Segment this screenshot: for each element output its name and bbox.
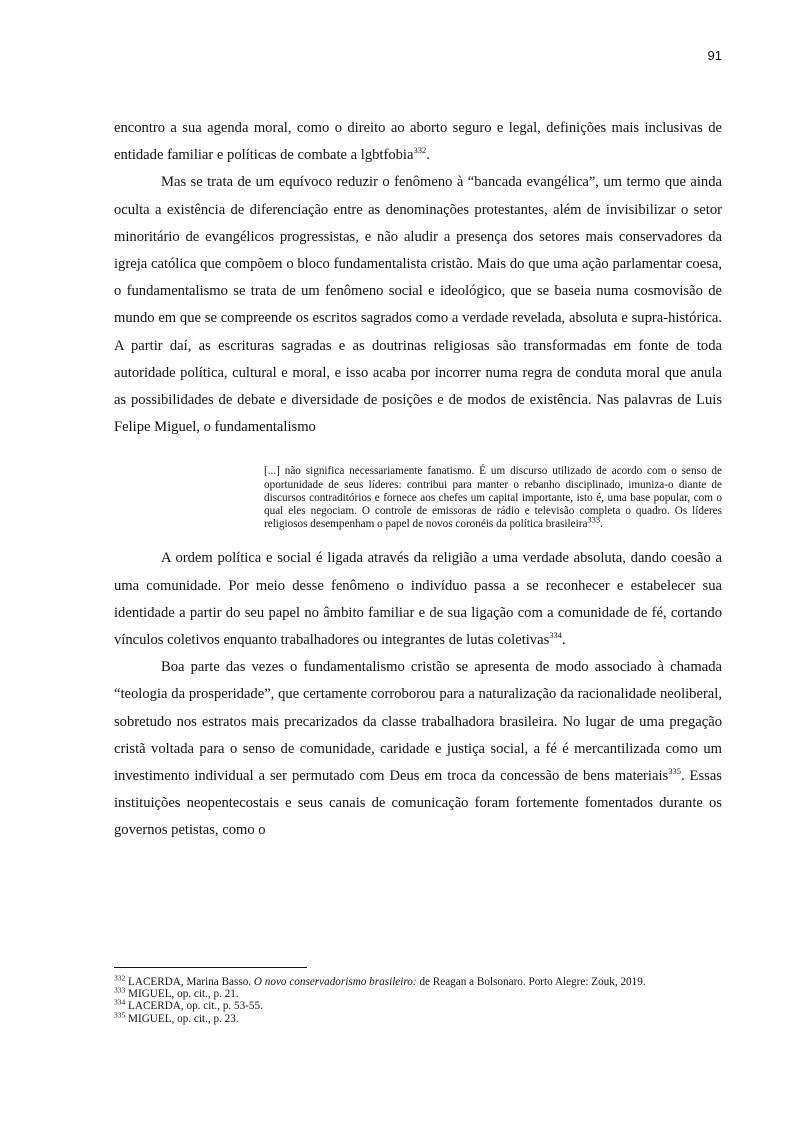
paragraph: [114, 169, 722, 441]
paragraph-text-tail: .: [562, 632, 566, 649]
paragraph-text: Boa parte das vezes o fundamentalismo cristão se apresenta de modo associado à chamada “teologia da prosperidade”, que certamente corroborou para a naturalização da racionalidade neoliberal, sobretudo nos estratos mais precarizados da classe trabalhadora brasileira. No lugar de uma pregação cristã voltada para o senso de comunidade, caridade e justiça social, a fé é mercantilizada como um investimento individual a ser permutado com Deus em troca da concessão de bens materiais: [114, 659, 722, 785]
footnote-text-tail: de Reagan a Bolsonaro. Porto Alegre: Zouk, 2019.: [416, 976, 646, 988]
paragraph: [114, 545, 722, 654]
footnote-number: 335: [114, 1009, 126, 1019]
paragraph: [114, 654, 722, 844]
footnote-number: 334: [114, 997, 126, 1007]
footnote-text: LACERDA, Marina Basso.: [128, 976, 254, 988]
footnote-text: LACERDA, op. cit., p. 53-55.: [128, 1000, 263, 1013]
footnote-ref: 335: [668, 766, 681, 777]
footnote: [114, 997, 722, 1013]
footnote-text: MIGUEL, op. cit., p. 23.: [128, 1012, 239, 1025]
footnote-number: 332: [114, 973, 126, 983]
body-text: [114, 115, 722, 845]
quote-text-tail: .: [600, 518, 603, 531]
paragraph-text: encontro a sua agenda moral, como o direito ao aborto seguro e legal, definições mais inclusivas de entidade familiar e políticas de combate a lgbtfobia: [114, 120, 722, 164]
footnote-title: O novo conservadorismo brasileiro:: [253, 976, 417, 988]
footnote: [114, 973, 722, 988]
paragraph-text: Mas se trata de um equívoco reduzir o fenômeno à “bancada evangélica”, um termo que ainda oculta a existência de diferenciação entre as denominações protestantes, além de invisibilizar o setor minoritário de evangélicos progressistas, e não aludir a presença dos setores mais conservadores da igreja católica que compõem o bloco fundamentalista cristão. Mais do que uma ação parlamentar coesa, o fundamentalismo se trata de um fenômeno social e ideológico, que se baseia numa cosmovisão de mundo em que se compreende os escritos sagrados como a verdade revelada, absoluta e supra-histórica. A partir daí, as escrituras sagradas e as doutrinas religiosas são transformadas em fonte de toda autoridade política, cultural e moral, e isso acaba por incorrer numa regra de conduta moral que anula as possibilidades de debate e diversidade de posições e de modos de existência. Nas palavras de Luis Felipe Miguel, o fundamentalismo: [114, 174, 722, 436]
footnote-ref: 332: [413, 145, 427, 156]
footnote-number: 333: [114, 985, 126, 995]
page-number: 91: [707, 48, 722, 63]
footnote-text: MIGUEL, op. cit., p. 21.: [128, 988, 239, 1001]
footnote: [114, 985, 722, 1001]
footnotes: [114, 967, 722, 1025]
footnote-ref: 333: [587, 514, 601, 525]
footnote-ref: 334: [549, 630, 563, 641]
paragraph-text: A ordem política e social é ligada através da religião a uma verdade absoluta, dando coesão a uma comunidade. Por meio desse fenômeno o indivíduo passa a se reconhecer e estabelecer sua identidade a partir do seu papel no âmbito familiar e de sua ligação com a comunidade de fé, cortando vínculos coletivos enquanto trabalhadores ou integrantes de lutas coletivas: [114, 550, 722, 649]
paragraph-text-tail: . Essas instituições neopentecostais e seus canais de comunicação foram fortemente fomentados durante os governos petistas, como o: [114, 768, 722, 839]
paragraph: [114, 115, 722, 169]
paragraph-text-tail: .: [426, 147, 430, 164]
block-quote: [264, 465, 722, 531]
footnote: [114, 1009, 722, 1025]
quote-text: [...] não significa necessariamente fanatismo. É um discurso utilizado de acordo com o senso de oportunidade de seus líderes: contribui para manter o rebanho disciplinado, imuniza-o diante de discursos contraditórios e fornece aos chefes um capital importante, isto é, uma base popular, com o qual eles negociam. O controle de emissoras de rádio e televisão completa o quadro. Os líderes religiosos desempenham o papel de novos coronéis da política brasileira: [264, 465, 722, 531]
footnote-divider: [114, 967, 307, 968]
